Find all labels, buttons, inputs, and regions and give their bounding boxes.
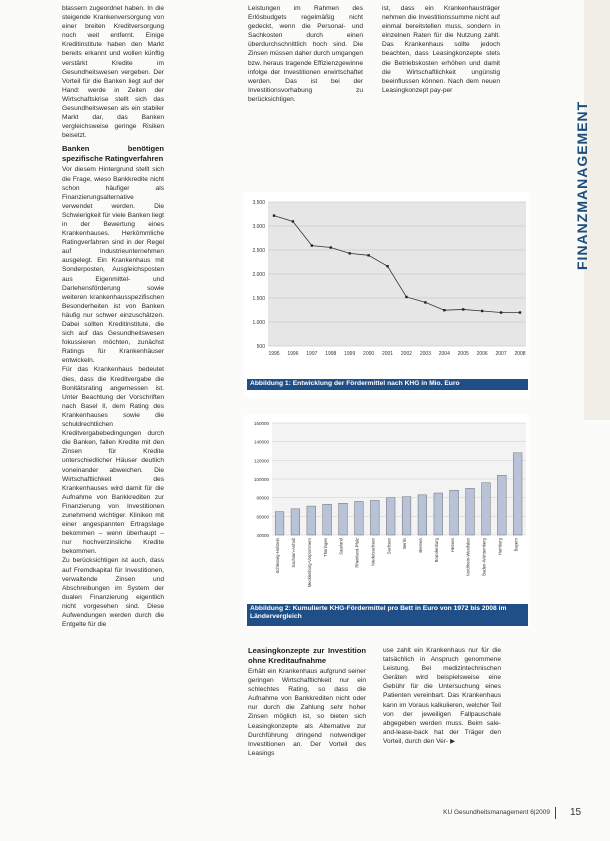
bar (466, 488, 475, 535)
x-tick-label: 1999 (344, 351, 356, 357)
bar (482, 483, 491, 535)
y-tick-label: 40000 (256, 533, 269, 538)
y-tick-label: 120000 (253, 458, 269, 464)
column-2-top (248, 4, 363, 104)
data-point (367, 254, 369, 256)
bar (275, 512, 284, 535)
bar (386, 498, 395, 535)
category-label: Baden-Württemberg (481, 538, 487, 576)
paragraph-rating: Vor diesem Hintergrund stellt sich die Frage, wieso Bankkredite nicht schon häufiger als Finanzierungsalternative verwendet werden. Die Schwierigkeit für viele Banken liegt in der Bewertung eines Krankenhauses. Herkömmliche Ratingverfahren sind in der Regel auf Industrieunternehmen ausgelegt. Ein Krankenhaus mit Sonderposten, Ausgleichsposten aus Eigenmittel- und Darlehensförderung sowie weiteren krankenhausspezifischen Besonderheiten ist von Banken häufig nur schwer einzuschätzen. Dabei sollten Kreditinstitute, die sich auf das Gesundheitswesen fokussieren möchten, zunächst Ratings für Krankenhäuser entwickeln. (62, 166, 164, 365)
y-tick-label: 100000 (253, 477, 269, 482)
category-label: Bremen (418, 538, 424, 553)
x-tick-label: 1996 (287, 351, 299, 357)
data-point (348, 252, 350, 254)
y-tick-label: 1.000 (252, 320, 265, 326)
bar (323, 504, 332, 535)
paragraph-column3-bottom: use zahlt ein Krankenhaus nur für die tatsächlich in Anspruch genommene Leistung. Bei medizintechnischen Geräten wird beispielsweise eine Gebühr für die Untersuchung eines Patienten vereinbart. Das Krankenhaus kann im Voraus kalkulieren, welcher Teil von der jeweiligen Fallpauschale abgegeben werden muss. Beim sale-and-lease-back hat der Träger den Vorteil, durch den Ver- ▶ (383, 647, 501, 745)
paragraph-leasing: Erhält ein Krankenhaus aufgrund seiner geringen Wirtschaftlichkeit nur ein schlechtes Rating, so dass die Aufnahme von Bankkrediten nicht oder nur durch die Zahlung sehr hoher Zinsen möglich ist, so bieten sich Leasingkonzepte als Alternative zur Durchführung dringend notwendiger Investitionen an. Der Vorteil des Leasings (248, 668, 366, 757)
bar (497, 475, 506, 535)
y-tick-label: 500 (256, 344, 265, 350)
intro-paragraph: blassern zugeordnet haben. In die steigende Krankenversorgung von einer breiten Kreditversorgung noch weit entfernt. Einige Kreditinstitute haben den Markt bereits erkannt und wollen künftig verstärkt Kredite im Gesundheitswesen vergeben. Der Vorteil für die Banken liegt auf der Hand: werde in Zeiten der Wirtschaftskrise stellt sich das Gesundheitswesen als ein stabiler Markt dar, das Banken vergleichsweise geringe Risiken beisetzt. (62, 5, 164, 140)
paragraph-column2-top: Leistungen im Rahmen des Erlösbudgets regelmäßig nicht gedeckt, wenn die Personal- und Sachkosten durch einen überdurchschnittlich hoch sind. Die Zinsen müssen daher durch umgangen bzw. heraus tragende Effizienzgewinne infolge der Investitionen erwirtschaftet werden. Das ist bei der Investitionsvorhabung zu berücksichtigen. (248, 5, 363, 103)
y-tick-label: 3.500 (252, 200, 265, 206)
bar (291, 509, 300, 535)
section-label: FINANZMANAGEMENT (574, 100, 590, 270)
category-label: Rheinland-Pfalz (354, 538, 360, 568)
column-3-top (382, 4, 500, 95)
y-tick-label: 2.500 (252, 248, 265, 254)
data-point (424, 301, 426, 303)
category-label: Mecklenburg-Vorpommern (306, 538, 312, 588)
data-point (405, 296, 407, 298)
data-point (500, 311, 502, 313)
x-tick-label: 1995 (268, 351, 280, 357)
y-tick-label: 80000 (256, 495, 269, 501)
bar (307, 506, 316, 535)
bar (450, 490, 459, 535)
category-label: Hessen (449, 538, 455, 553)
x-tick-label: 2007 (495, 351, 507, 357)
line-chart (244, 192, 530, 378)
section-heading-leasing: Leasingkonzepte zur Investition ohne Kreditaufnahme (248, 646, 366, 665)
section-heading-rating: Banken benötigen spezifische Ratingverfahren (62, 144, 164, 163)
data-point (462, 308, 464, 310)
category-label: Saarland (338, 538, 344, 555)
data-point (386, 265, 388, 267)
data-point (292, 220, 294, 222)
category-label: Bayern (513, 538, 519, 552)
column-3-bottom (383, 646, 501, 746)
category-label: Niedersachsen (370, 538, 376, 566)
paragraph-financing: Zu berücksichtigen ist auch, dass auf Fremdkapital für Investitionen, verwaltende Zinsen und Abschreibungen im System der dualen Finanzierung eigentlich nicht vorgesehen sind. Diese Aufwendungen werden durch die Entgelte für die (62, 557, 164, 629)
x-tick-label: 1997 (306, 351, 318, 357)
bar (402, 497, 411, 535)
category-label: Berlin (402, 538, 408, 549)
x-tick-label: 2003 (419, 351, 431, 357)
paragraph-basel: Für das Krankenhaus bedeutet dies, dass die Kreditvergabe die Bonitätsrating angemessen ist. Unter Beachtung der Vorschriften nach Basel II, dem Rating des Krankenhauses sowie die schuldrechtlichen Kreditvergabebedingungen durch die Banken, fallen Kredite mit den Zinsen für Kredite unterschiedlicher Häuser deutlich voneinander abweichen. Die Wirtschaftlichkeit des Krankenhauses wird damit für die Aufnahme von Bankkrediten zur Finanzierung von Investitionen zunehmend wichtiger. Kliniken mit einer angespannten Ertragslage bekommen – wenn überhaupt – nur hochverzinsliche Kredite bekommen. (62, 366, 164, 556)
category-label: Schleswig-Holstein (275, 538, 281, 574)
category-label: Thüringen (322, 538, 328, 557)
figure-caption-2: Abbildung 2: Kumulierte KHG-Fördermittel pro Bett in Euro von 1972 bis 2008 im Ländervergleich (247, 604, 528, 626)
y-tick-label: 1.500 (252, 296, 265, 302)
x-tick-label: 1998 (325, 351, 337, 357)
bar (434, 493, 443, 535)
bar (370, 500, 379, 535)
y-tick-label: 140000 (253, 439, 269, 445)
x-tick-label: 2002 (400, 351, 413, 357)
y-tick-label: 3.000 (252, 224, 265, 230)
data-point (481, 310, 483, 312)
y-tick-label: 160000 (253, 421, 269, 426)
bar (339, 503, 348, 535)
page-footer (0, 807, 610, 821)
page-number: 15 (570, 807, 582, 818)
category-label: Sachsen (386, 538, 392, 555)
data-point (519, 311, 521, 313)
data-point (330, 246, 332, 248)
column-1 (62, 4, 164, 629)
category-label: Brandenburg (433, 538, 439, 563)
data-point (443, 309, 445, 311)
figure-caption-1: Abbildung 1: Entwicklung der Fördermittel nach KHG in Mio. Euro (247, 379, 528, 390)
x-tick-label: 2004 (438, 351, 450, 357)
category-label: Nordrhein-Westfalen (465, 538, 471, 577)
category-label: Sachsen-Anhalt (291, 538, 297, 568)
x-tick-label: 2005 (457, 351, 469, 357)
paragraph-column3-top: ist, dass ein Krankenhausträger nehmen die Investitionssumme nicht auf einmal bereitstellen muss, sondern in einzelnen Raten für die Nutzung zahlt. Das Krankenhaus sollte jedoch beachten, dass Leasingkonzepte stets die Betriebskosten erhöhen und damit die Wirtschaftlichkeit ungünstig beeinflussen können. Nach dem neuen Leasingkonzept pay-per (382, 5, 500, 94)
x-tick-label: 2006 (476, 351, 488, 357)
chart-funding-development (244, 192, 530, 398)
data-point (273, 214, 275, 216)
x-tick-label: 2000 (363, 351, 375, 357)
bar (355, 501, 364, 535)
chart-funding-per-bed (244, 415, 530, 627)
column-2-bottom (248, 646, 366, 758)
journal-name: KU Gesundheitsmanagement 6|2009 (443, 809, 550, 816)
bar (418, 495, 427, 535)
x-tick-label: 2001 (381, 351, 394, 357)
y-tick-label: 2.000 (252, 272, 265, 278)
bar-chart (244, 415, 530, 603)
category-label: Hamburg (497, 538, 503, 556)
x-tick-label: 2008 (514, 351, 526, 357)
y-tick-label: 60000 (256, 514, 269, 520)
bar (513, 453, 522, 535)
footer-divider (555, 807, 556, 819)
data-point (311, 244, 313, 246)
